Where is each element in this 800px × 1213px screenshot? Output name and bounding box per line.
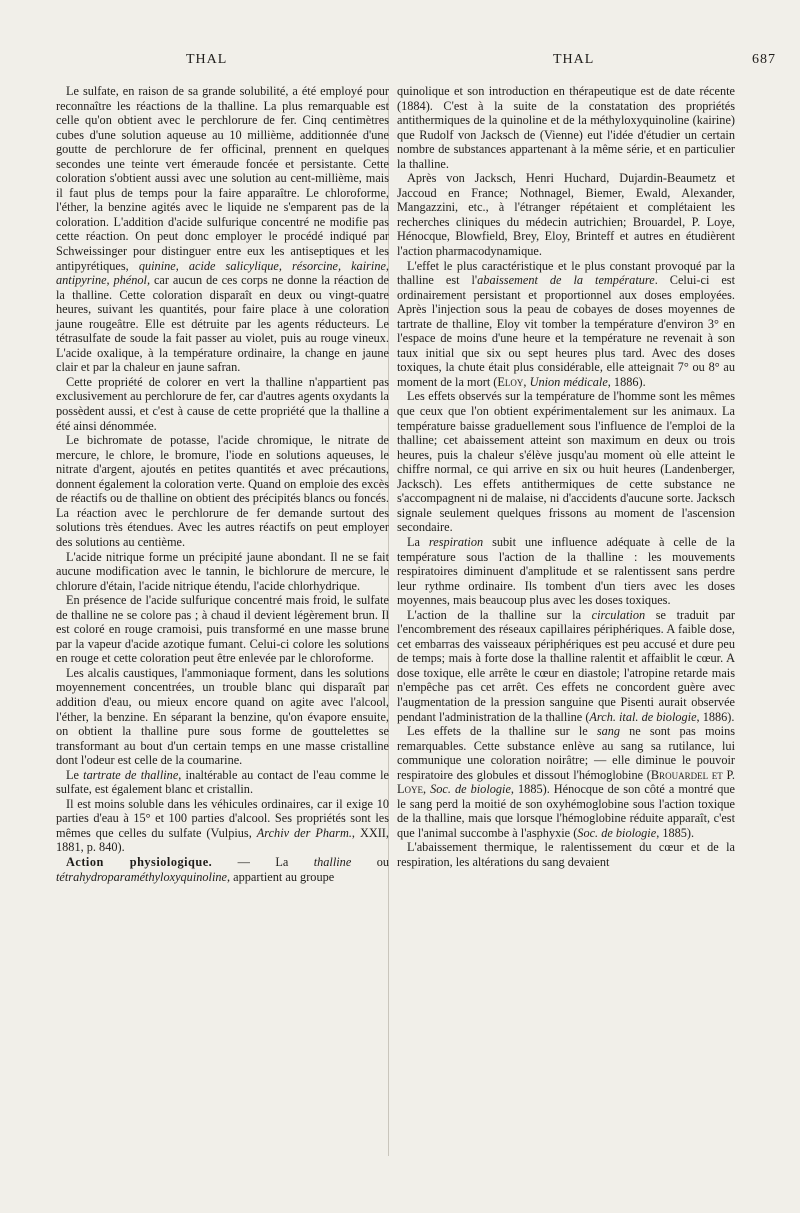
paragraph-action-physiologique: Action physiologique. — La thalline ou tétrahydroparaméthyloxyquinoline, appartient au groupe <box>56 854 389 884</box>
paragraph-green-property: Cette propriété de colorer en vert la thalline n'appartient pas exclusivement au perchlorure de fer, car d'autres agents oxydants la possèdent aussi, et c'est à cause de cette propriété que la thalline a été ainsi dénommée. <box>56 374 389 433</box>
running-header <box>0 52 800 74</box>
paragraph-blood: Les effets de la thalline sur le sang ne sont pas moins remarquables. Cette substance enlève au sang sa rutilance, lui communique une coloration noirâtre; — elle diminue le pouvoir respiratoire des globules et dissout l'hémoglobine (Brouardel et P. Loye, Soc. de biologie, 1885). Hénocque de son côté a montré que le sang perd la moitié de son oxyhémoglobine sous l'action toxique de la thalline, mais que lorsque l'hémoglobine réduite apparaît, c'est que l'animal succombe à l'asphyxie (Soc. de biologie, 1885). <box>397 724 736 840</box>
paragraph-sulfate: Le sulfate, en raison de sa grande solubilité, a été employé pour reconnaître les réactions de la thalline. La plus remarquable est celle qu'on obtient avec le perchlorure de fer. Cinq centimètres cubes d'une solution aqueuse au 10 millième, additionnée d'une goutte de perchlorure de fer officinal, prennent en quelques secondes une teinte vert émeraude foncée et persistante. Cette coloration s'obtient aussi avec une solution au cent-millième, mais il faut plus de temps pour la faire apparaître. Le chloroforme, l'éther, la benzine agités avec le liquide ne s'emparent pas de la coloration. L'addition d'acide sulfurique concentré ne modifie pas cette réaction. On peut donc employer le procédé indiqué par Schweissinger pour distinguer entre eux les antiseptiques et les antipyrétiques, quinine, acide salicylique, résorcine, kairine, antipyrine, phénol, car aucun de ces corps ne donne la réaction de la thalline. Cette coloration disparaît en deux ou vingt-quatre heures, suivant les quantités, pour faire place à une coloration jaune rougeâtre. Elle est détruite par les agents réducteurs. Le tétrasulfate de soude la fait passer au violet, puis au rouge vineux. L'acide oxalique, à la température ordinaire, la change en jaune clair et par la chaleur en jaune safran. <box>56 84 389 375</box>
paragraph-respiration: La respiration subit une influence adéquate à celle de la température sous l'action de la thalline : les mouvements respiratoires diminuent d'amplitude et se ralentissent sans perdre leur rythme ordinaire. Ils tombent d'un tiers avec les doses moyennes, mais beaucoup plus avec les doses toxiques. <box>397 534 735 608</box>
paragraph-circulation: L'action de la thalline sur la circulation se traduit par l'encombrement des réseaux capillaires périphériques. A faible dose, cet embarras des vaisseaux périphériques est peu accusé et dure peu de temps; mais à forte dose la thalline ralentit et affaiblit le cœur. A dose toxique, elle arrête le cœur en diastole; l'atropine retarde mais n'empêche pas cet arrêt. Ces effets ne concordent guère avec l'augmentation de la pression sanguine que Pisenti aurait observée pendant l'administration de la thalline (Arch. ital. de biologie, 1886). <box>397 607 735 724</box>
header-left-title: THAL <box>186 52 228 67</box>
paragraph-nitric-acid: L'acide nitrique forme un précipité jaune abondant. Il ne se fait aucune modification avec le tannin, le bichlorure de mercure, le chlorure d'étain, l'acide nitrique étendu, l'acide chlorhydrique. <box>56 549 389 593</box>
paragraph-caustic-alkali: Les alcalis caustiques, l'ammoniaque forment, dans les solutions moyennement concentrées, un trouble blanc qui disparaît par addition d'eau, ou mieux encore quand on agite avec l'alcool, l'éther, la benzine. En séparant la benzine, qu'on évapore ensuite, on obtient la thalline pure sous forme de gouttelettes se transformant au bout d'un certain temps en une masse cristalline dont l'odeur est celle de la coumarine. <box>56 665 389 768</box>
italic-list: quinine, acide salicylique, résorcine, kairine, antipyrine, phénol, <box>56 258 389 288</box>
right-column <box>397 84 735 870</box>
paragraph-quinolique: quinolique et son introduction en thérapeutique est de date récente (1884). C'est à la suite de la constatation des propriétés antithermiques de la quinoline et de la méthyloxyquinoline (kairine) que Rudolf von Jacksch de (Vienne) eut l'idée d'étudier un certain nombre de substances appartenant à la même série, et en particulier la thalline. <box>397 84 735 171</box>
section-heading: Action physiologique. <box>66 854 213 869</box>
paragraph-sulfuric-acid: En présence de l'acide sulfurique concentré mais froid, le sulfate de thalline ne se colore pas ; à chaud il devient légèrement brun. Il est coloré en rouge cramoisi, puis transformé en une masse brune par la vapeur d'acide azotique fumant. Celui-ci colore les solutions en rouge et cette coloration peut être enlevée par le chloroforme. <box>56 593 389 666</box>
paragraph-human-effects: Les effets observés sur la température de l'homme sont les mêmes que ceux que l'on obtient expérimentalement sur les animaux. La température baisse graduellement sous l'influence de l'emploi de la thalline; cet abaissement atteint son maximum en deux ou trois heures, puis la chaleur s'élève jusqu'au moment où elle atteint le chiffre normal, ce qui arrive en six ou huit heures (Landenberger, Jacksch). Les effets antithermiques de cette substance ne s'accompagnent ni de malaise, ni d'accidents d'aucune sorte. Jacksch signale seulement quelques frissons au moment de l'ascension secondaire. <box>397 389 735 535</box>
paragraph-tartrate: Le tartrate de thalline, inaltérable au contact de l'eau comme le sulfate, est également blanc et cristallin. <box>56 767 390 797</box>
page-number: 687 <box>752 52 776 67</box>
left-column <box>56 84 389 884</box>
paragraph-researchers: Après von Jacksch, Henri Huchard, Dujardin-Beaumetz et Jaccoud en France; Nothnagel, Biemer, Ewald, Alexander, Mangazzini, etc., à l'étranger répétaient et complétaient les recherches cliniques du médecin autrichien; Brouardel, P. Loye, Hénocque, Blowfield, Brey, Eloy, Brinteff et autres en étudièrent l'action pharmacodynamique. <box>397 171 735 259</box>
header-center-title: THAL <box>553 52 595 67</box>
paragraph-conclusion: L'abaissement thermique, le ralentissement du cœur et de la respiration, les altérations du sang devaient <box>397 840 735 869</box>
paragraph-temperature: L'effet le plus caractéristique et le plus constant provoqué par la thalline est l'abaissement de la température. Celui-ci est ordinairement persistant et proportionnel aux doses employées. Après l'injection sous la peau de cobayes de doses moyennes de tartrate de thalline, Eloy vit tomber la température d'environ 3° en l'espace de moins d'une heure et la température ne revenait à son taux initial que six ou sept heures plus tard. Avec des doses toxiques, la chute était plus considérable, elle atteignait 7° ou 8° au moment de la mort (Eloy, Union médicale, 1886). <box>397 258 736 389</box>
paragraph-solubility: Il est moins soluble dans les véhicules ordinaires, car il exige 10 parties d'eau à 15° et 100 parties d'alcool. Ses propriétés sont les mêmes que celles du sulfate (Vulpius, Archiv der Pharm., XXII, 1881, p. 840). <box>56 796 389 855</box>
paragraph-bichromate: Le bichromate de potasse, l'acide chromique, le nitrate de mercure, le chlore, le bromure, l'iode en solutions aqueuses, le nitrate d'argent, ajoutés en petites quantités et avec précautions, donnent également la coloration verte. Quand on emploie des excès de réactifs ou de thalline on obtient des précipités blancs ou foncés. La réaction avec le perchlorure de fer demande surtout des solutions très étendues. Avec les autres réactifs on peut employer des solutions au centième. <box>56 433 389 549</box>
